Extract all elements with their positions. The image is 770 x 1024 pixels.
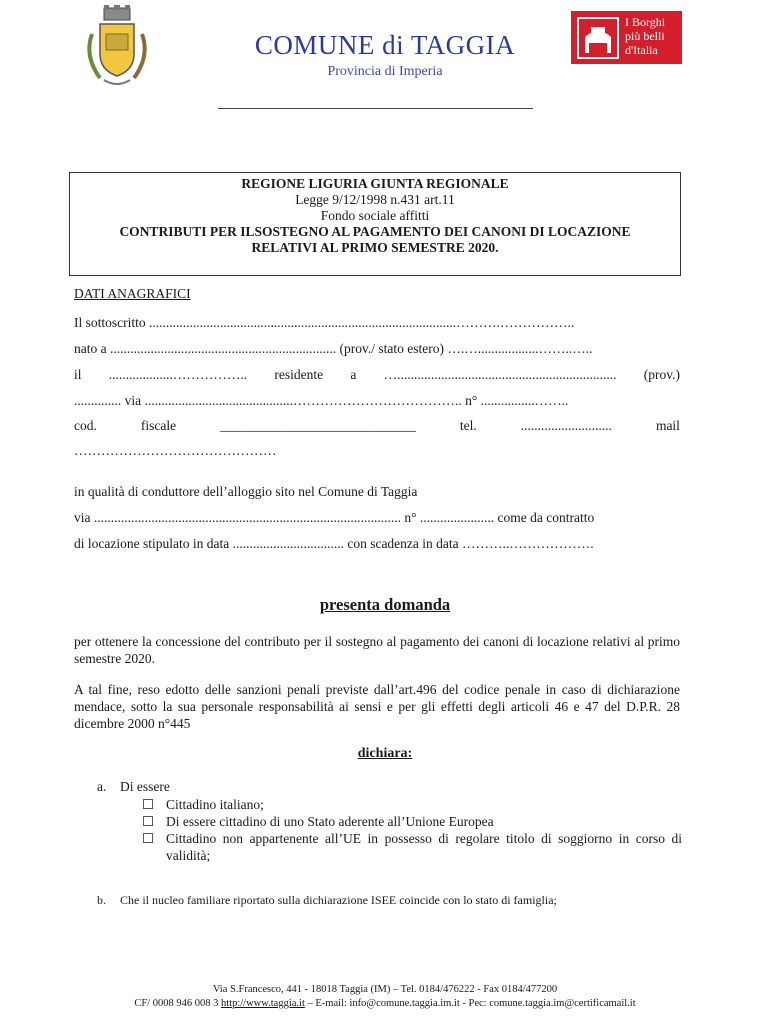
box-line-contributi: CONTRIBUTI PER ILSOSTEGNO AL PAGAMENTO DEI CANONI DI LOCAZIONE (119, 224, 631, 239)
checkbox-label: Cittadino italiano; (166, 797, 264, 812)
badge-line-2: più belli (625, 29, 665, 43)
page-subtitle: Provincia di Imperia (327, 64, 443, 79)
section-heading-dati-anagrafici: DATI ANAGRAFICI (74, 286, 191, 301)
footer-address: Via S.Francesco, 441 - 18018 Taggia (IM) – Tel. 0184/476222 - Fax 0184/477200 (212, 984, 558, 995)
checkbox-option-extra-ue[interactable] (142, 830, 682, 864)
field-mail-dots[interactable]: ……………………………………… (74, 443, 277, 458)
heading-presenta-domanda: presenta domanda (319, 595, 451, 614)
field-via-alloggio[interactable]: via ........................................................................................... n° ...................... come da contratto (74, 510, 595, 525)
label-tel: tel. (459, 418, 477, 433)
checkbox-label: Cittadino non appartenente all’UE in possesso di regolare titolo di soggiorno in corso di validità; (166, 831, 682, 863)
page-title: COMUNE di TAGGIA (254, 30, 516, 60)
list-marker-b: b. (97, 893, 106, 907)
field-via[interactable]: .............. via ............................................……………………………….. n° ................…….. (74, 393, 569, 408)
label-a: a (350, 367, 357, 382)
list-item-b-text: Che il nucleo familiare riportato sulla dichiarazione ISEE coincide con lo stato di famiglia; (120, 893, 557, 907)
badge-line-1: I Borghi (625, 15, 666, 29)
dots-il: ...................…………….. (108, 367, 248, 382)
dots-a: …................................................................. (383, 367, 617, 382)
box-line-legge: Legge 9/12/1998 n.431 art.11 (295, 192, 455, 207)
label-mail: mail (655, 418, 680, 433)
field-residenza-row[interactable] (74, 367, 680, 383)
footer-cf: CF/ 0008 946 008 3 (134, 998, 219, 1009)
box-line-semestre: RELATIVI AL PRIMO SEMESTRE 2020. (251, 240, 499, 255)
dots-tel[interactable]: ........................... (520, 418, 612, 433)
label-residente: residente (274, 367, 324, 382)
checkbox-option-italiano[interactable] (142, 796, 682, 813)
header-divider (218, 108, 533, 109)
heading-dichiara: dichiara: (357, 746, 413, 761)
checkbox-option-ue[interactable] (142, 813, 682, 830)
checkbox-list (142, 796, 682, 864)
checkbox-icon[interactable]: ☐ (142, 814, 155, 829)
text-qualita-conduttore: in qualità di conduttore dell’alloggio sito nel Comune di Taggia (74, 484, 418, 499)
blank-codice-fiscale[interactable]: _____________________________ (220, 418, 416, 433)
paragraph-sanzioni: A tal fine, reso edotto delle sanzioni penali previste dall’art.496 del codice penale in caso di dichiarazione mendace, sotto la sua personale responsabilità ai sensi e per gli effetti degli articoli 46 e 47 del D.P.R. 28 dicembre 2000 n°445 (74, 682, 680, 731)
paragraph-concessione: per ottenere la concessione del contributo per il sostegno al pagamento dei canoni di locazione relativi al primo semestre 2020. (74, 634, 680, 666)
footer-email-pec: – E-mail: info@comune.taggia.im.it - Pec: comune.taggia.im@certificamail.it (307, 998, 636, 1009)
footer-website-link[interactable]: http://www.taggia.it (220, 998, 305, 1009)
checkbox-icon[interactable]: ☐ (142, 797, 155, 812)
list-marker-a: a. (97, 779, 107, 794)
label-prov: (prov.) (643, 367, 680, 382)
field-sottoscritto[interactable]: Il sottoscritto ...........................................................................................……….…………….. (74, 315, 575, 330)
badge-line-3: d'Italia (625, 43, 658, 57)
checkbox-icon[interactable]: ☐ (142, 831, 155, 846)
label-il: il (74, 367, 82, 382)
checkbox-label: Di essere cittadino di uno Stato aderente all’Unione Europea (166, 814, 494, 829)
box-line-fondo: Fondo sociale affitti (320, 208, 430, 223)
field-nato-a[interactable]: nato a ................................................................... (prov./ stato estero) ….…..................……..….. (74, 341, 593, 356)
list-item-a-text: Di essere (120, 779, 170, 794)
field-data-locazione[interactable]: di locazione stipulato in data ................................. con scadenza in data ………..………………. (74, 536, 594, 551)
label-fiscale: fiscale (140, 418, 177, 433)
title-box (69, 172, 681, 276)
box-line-regione: REGIONE LIGURIA GIUNTA REGIONALE (241, 176, 509, 191)
label-cod: cod. (74, 418, 97, 433)
footer-contacts (0, 998, 770, 1009)
field-codice-fiscale-row[interactable] (74, 418, 680, 434)
